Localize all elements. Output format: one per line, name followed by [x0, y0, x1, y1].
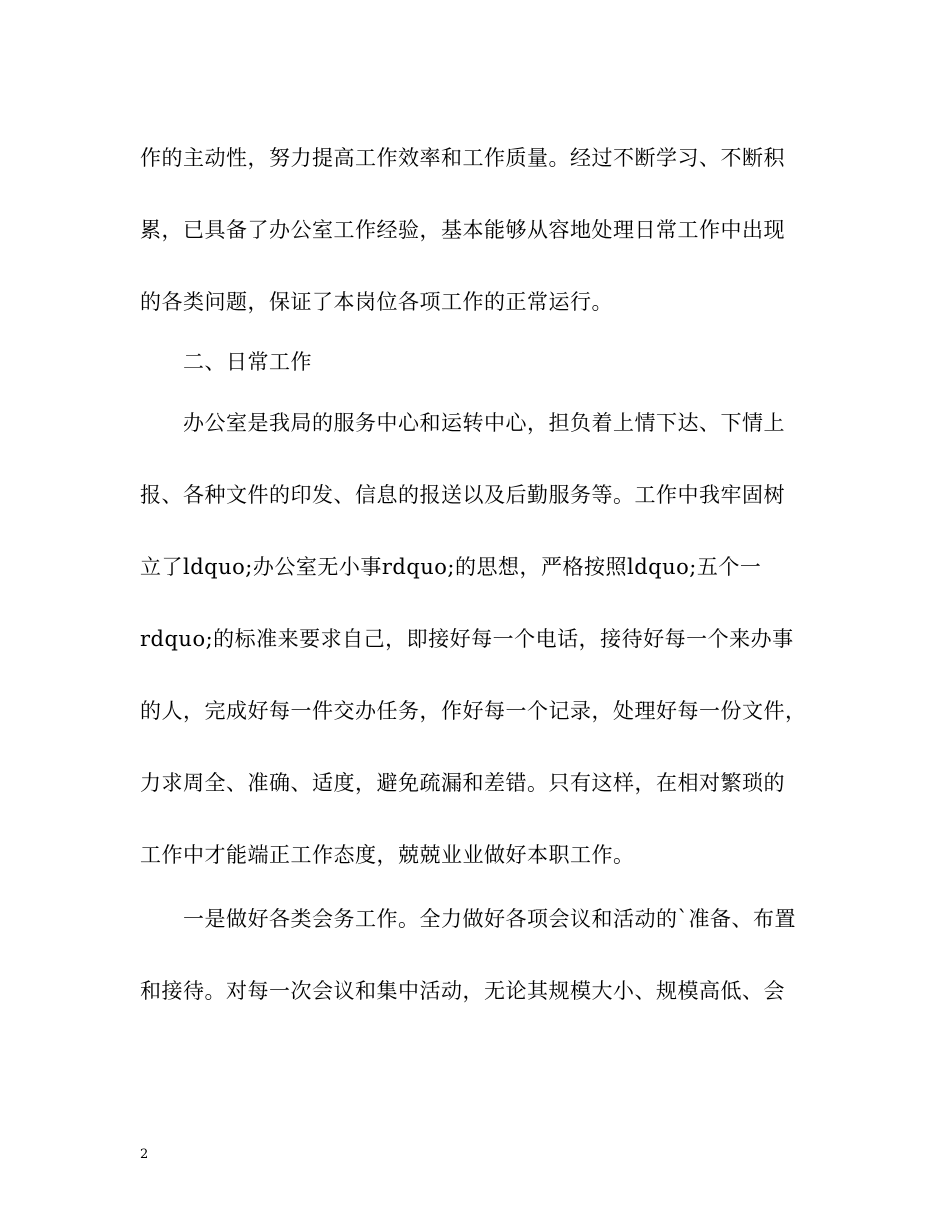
- paragraph-line: 工作中才能端正工作态度，兢兢业业做好本职工作。: [140, 843, 635, 867]
- section-heading: 二、日常工作: [183, 350, 312, 374]
- paragraph-line: 立了ldquo;办公室无小事rdquo;的思想，严格按照ldquo;五个一: [140, 555, 762, 579]
- paragraph-line: rdquo;的标准来要求自己，即接好每一个电话，接待好每一个来办事: [140, 627, 794, 651]
- paragraph-line: 的人，完成好每一件交办任务，作好每一个记录，处理好每一份文件，: [140, 699, 807, 723]
- paragraph-line: 报、各种文件的印发、信息的报送以及后勤服务等。工作中我牢固树: [140, 483, 785, 507]
- page-number: 2: [140, 1147, 149, 1162]
- paragraph-line: 作的主动性，努力提高工作效率和工作质量。经过不断学习、不断积: [140, 146, 785, 170]
- paragraph-line: 和接待。对每一次会议和集中活动，无论其规模大小、规模高低、会: [140, 979, 785, 1003]
- paragraph-line: 力求周全、准确、适度，避免疏漏和差错。只有这样，在相对繁琐的: [140, 771, 785, 795]
- paragraph-line: 的各类问题，保证了本岗位各项工作的正常运行。: [140, 290, 613, 314]
- paragraph-line: 办公室是我局的服务中心和运转中心，担负着上情下达、下情上: [183, 411, 785, 435]
- paragraph-line: 一是做好各类会务工作。全力做好各项会议和活动的`准备、布置: [183, 907, 796, 931]
- paragraph-line: 累，已具备了办公室工作经验，基本能够从容地处理日常工作中出现: [140, 218, 785, 242]
